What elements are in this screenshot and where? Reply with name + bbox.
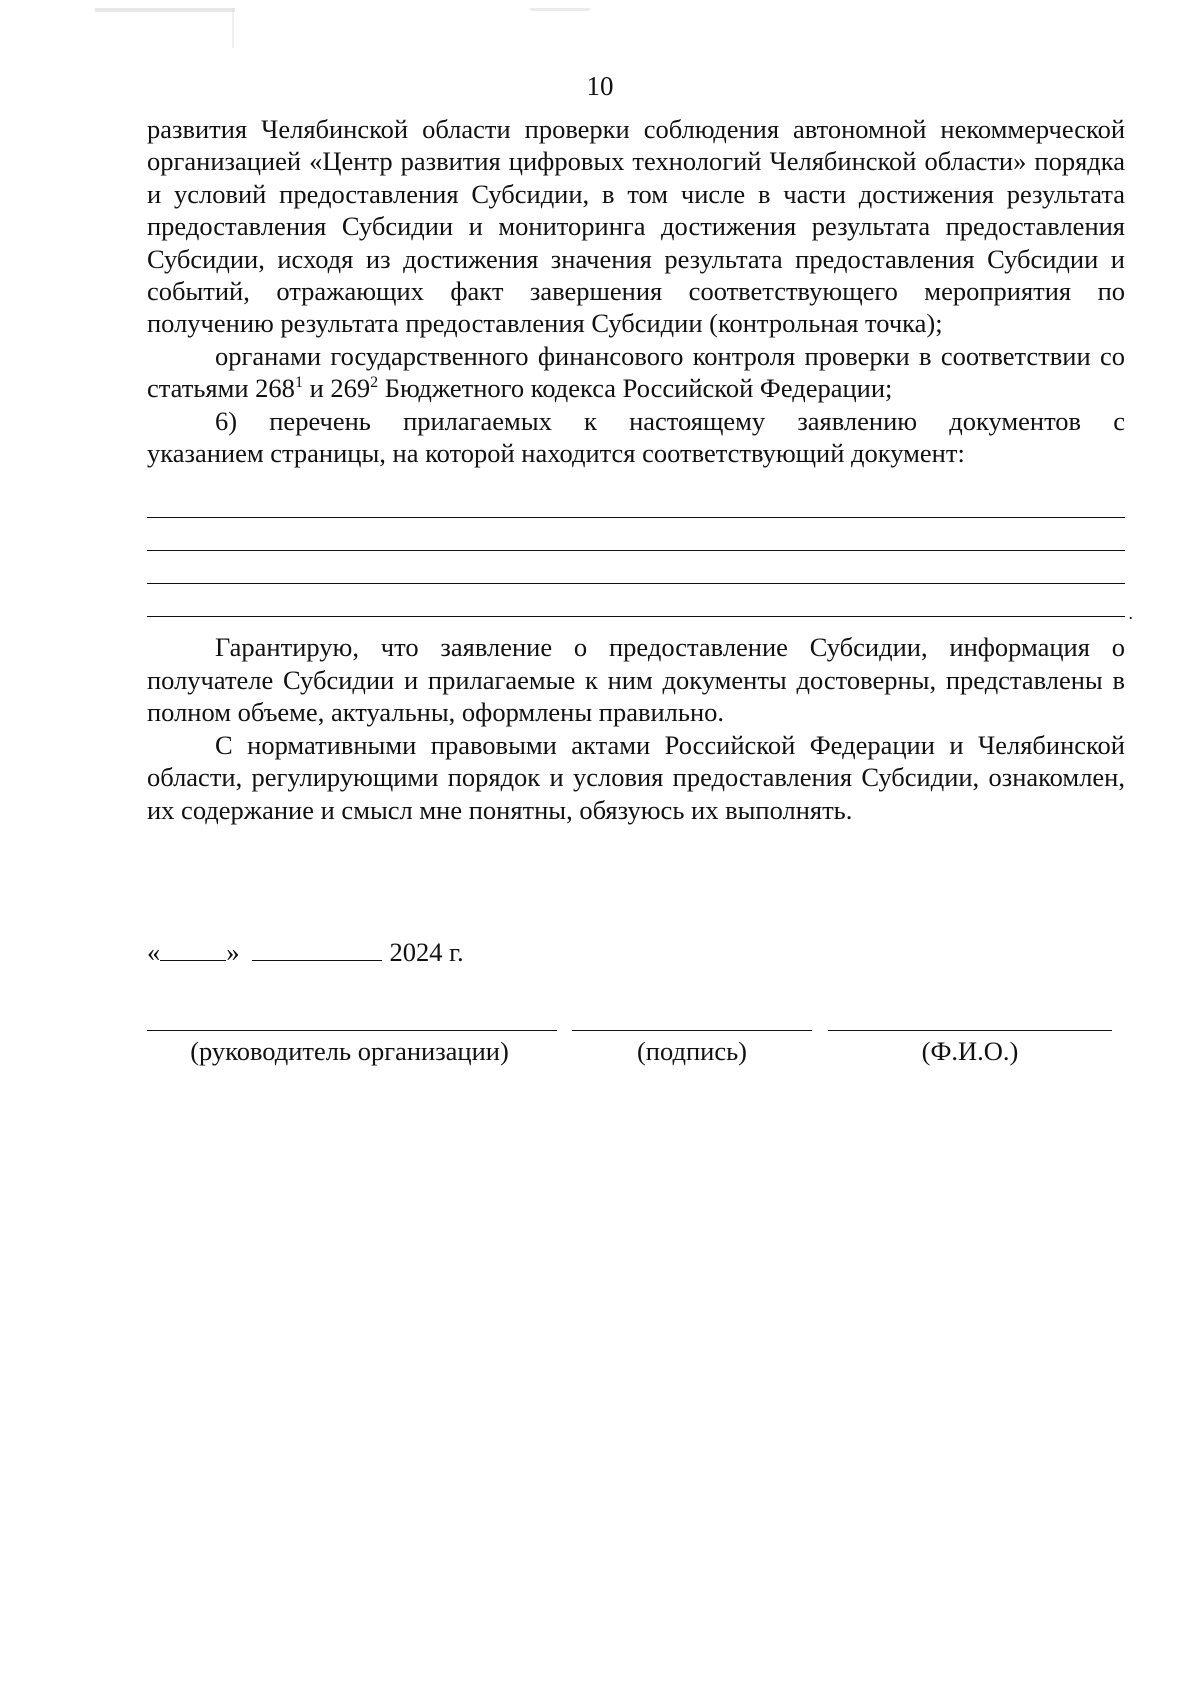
paragraph-control-checks: развития Челябинской области проверки соблюдения автономной некоммерческой организацией «Центр развития цифровых технологий Челябинской области» порядка и условий предоставления Субсидии, в том числе в части достижения результата предоставления Субсидии и мониторинга достижения результата предоставления Субсидии, исходя из достижения значения результата предоставления Субсидии и событий, отражающих факт завершения соответствующего мероприятия по получению результата предоставления Субсидии (контрольная точка);	[147, 114, 1125, 339]
month-blank[interactable]	[252, 938, 382, 961]
scan-artifact	[530, 8, 590, 11]
day-blank[interactable]	[160, 938, 226, 961]
paragraph-financial-control-text-3: Бюджетного кодекса Российской Федерации;	[378, 373, 893, 404]
fio-caption: (Ф.И.О.)	[921, 1036, 1019, 1066]
superscript-1: 1	[294, 374, 303, 392]
date-line	[147, 936, 464, 968]
date-close-quote: »	[226, 937, 240, 967]
scan-artifact	[95, 8, 235, 12]
fio-line[interactable]	[828, 1030, 1112, 1031]
paragraph-financial-control	[147, 340, 1125, 405]
paragraph-financial-control-text-2: и 269	[302, 373, 371, 404]
date-open-quote: «	[147, 937, 161, 967]
signature-caption: (подпись)	[636, 1036, 747, 1066]
head-caption: (руководитель организации)	[190, 1036, 509, 1066]
paragraph-documents-list-line-1: 6) перечень прилагаемых к настоящему заявлению документов с	[215, 405, 1125, 436]
date-year: 2024 г.	[389, 937, 464, 967]
blank-line[interactable]	[147, 518, 1125, 551]
documents-list-blank-lines	[147, 485, 1125, 617]
page-number: 10	[586, 71, 614, 101]
blank-line[interactable]	[147, 551, 1125, 584]
head-signature-line[interactable]	[147, 1030, 557, 1031]
superscript-2: 2	[370, 374, 379, 392]
blank-line[interactable]	[147, 584, 1125, 617]
paragraph-financial-control-text-1: органами государственного финансового контроля проверки в соответствии со статьями 268	[147, 340, 1125, 404]
document-body	[147, 113, 1125, 826]
signature-line[interactable]	[572, 1030, 812, 1031]
paragraph-acknowledgement: С нормативными правовыми актами Российской Федерации и Челябинской области, регулирующими порядок и условия предоставления Субсидии, ознакомлен, их содержание и смысл мне понятны, обязуюсь их выполнять.	[147, 729, 1125, 825]
scan-artifact	[232, 8, 234, 48]
paragraph-guarantee: Гарантирую, что заявление о предоставление Субсидии, информация о получателе Субсидии и прилагаемые к ним документы достоверны, представлены в полном объеме, актуальны, оформлены правильно.	[147, 632, 1125, 728]
paragraph-documents-list-line-2: указанием страницы, на которой находится соответствующий документ:	[147, 438, 965, 469]
blank-line[interactable]	[147, 485, 1125, 518]
